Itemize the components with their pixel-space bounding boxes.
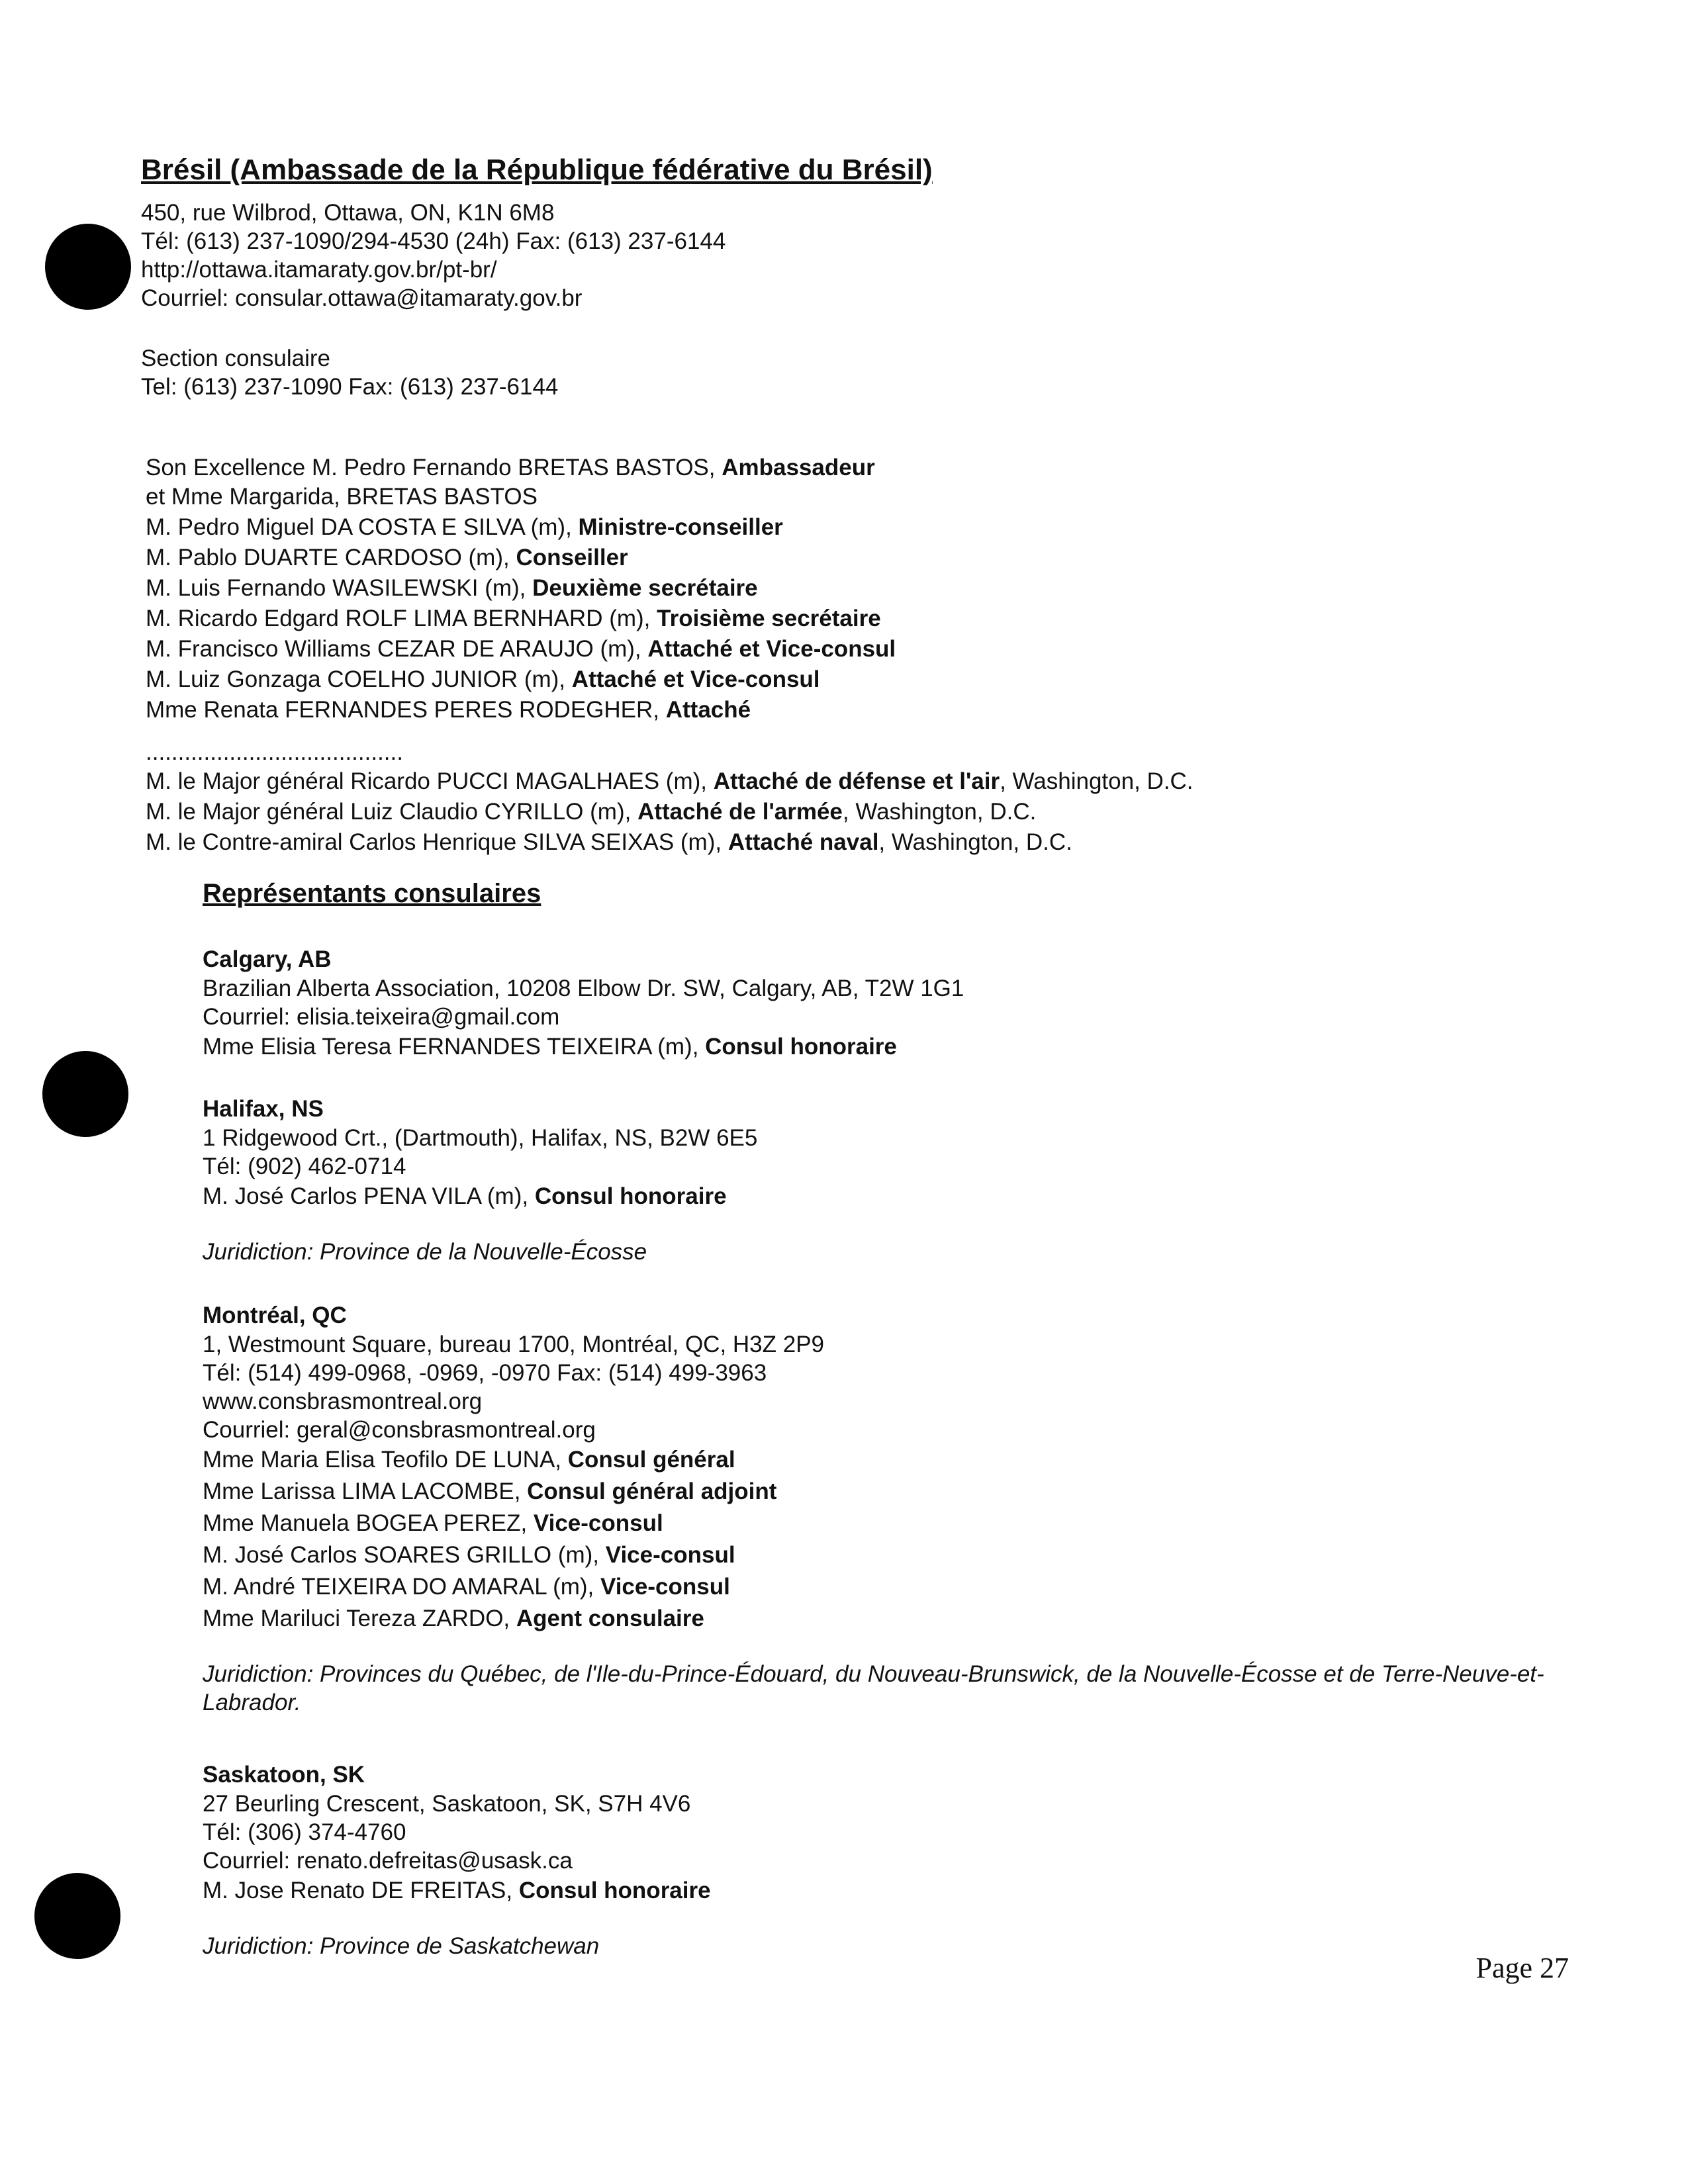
staff-name: M. Luis Fernando WASILEWSKI (m), [146,575,533,601]
staff-name: M. Luiz Gonzaga COELHO JUNIOR (m), [146,666,572,692]
attache-name: M. le Contre-amiral Carlos Henrique SILVA SEIXAS (m), [146,829,728,855]
office-address: 1, Westmount Square, bureau 1700, Montréal, QC, H3Z 2P9 [203,1332,825,1357]
staff-name: M. Pablo DUARTE CARDOSO (m), [146,545,516,570]
staff-name: M. Pedro Miguel DA COSTA E SILVA (m), [146,514,579,540]
person-name: Mme Elisia Teresa FERNANDES TEIXEIRA (m), [203,1034,706,1060]
person-title: Consul général [567,1447,735,1473]
consular-section-phone: Tel: (613) 237-1090 Fax: (613) 237-6144 [141,374,559,400]
consular-section [141,344,558,401]
office-jurisdiction: Juridiction: Province de la Nouvelle-Écosse [203,1239,647,1265]
office-halifax [203,1095,1553,1266]
office-person [203,1031,964,1063]
embassy-address: 450, rue Wilbrod, Ottawa, ON, K1N 6M8 [141,200,555,226]
staff-list [146,453,896,725]
person-name: Mme Larissa LIMA LACOMBE, [203,1479,528,1504]
person-name: M. André TEIXEIRA DO AMARAL (m), [203,1574,600,1600]
staff-row [146,695,896,725]
separator-dots: ........................................ [146,739,403,765]
binder-hole [45,224,131,310]
office-jurisdiction: Juridiction: Provinces du Québec, de l'Ile-du-Prince-Édouard, du Nouveau-Brunswick, de la Nouvelle-Écosse et de Terre-Neuve-et-Labrador. [203,1661,1544,1715]
staff-row [146,604,896,634]
office-person [203,1603,1553,1635]
attache-row [146,766,1194,797]
binder-hole [42,1051,128,1137]
attache-location: , Washington, D.C. [1000,768,1194,794]
staff-title: Conseiller [516,545,628,570]
staff-title: Attaché et Vice-consul [571,666,820,692]
embassy-title: Brésil (Ambassade de la République fédérative du Brésil) [141,154,933,186]
office-city: Calgary, AB [203,946,332,972]
office-city: Montréal, QC [203,1302,347,1328]
office-address: Brazilian Alberta Association, 10208 Elbow Dr. SW, Calgary, AB, T2W 1G1 [203,976,964,1001]
attache-title: Attaché de l'armée [637,799,843,825]
embassy-phone: Tél: (613) 237-1090/294-4530 (24h) Fax: (613) 237-6144 [141,228,726,254]
person-title: Vice-consul [600,1574,730,1600]
embassy-contact [141,199,726,312]
staff-title: Attaché et Vice-consul [647,636,896,662]
office-person [203,1508,1553,1539]
attache-name: M. le Major général Luiz Claudio CYRILLO (m), [146,799,638,825]
person-title: Vice-consul [533,1510,663,1536]
attache-title: Attaché de défense et l'air [713,768,1000,794]
embassy-email[interactable]: Courriel: consular.ottawa@itamaraty.gov.br [141,285,583,311]
office-phone: Tél: (514) 499-0968, -0969, -0970 Fax: (514) 499-3963 [203,1360,767,1386]
staff-name: et Mme Margarida, BRETAS BASTOS [146,484,538,510]
person-title: Vice-consul [605,1542,735,1568]
consular-section-label: Section consulaire [141,345,330,371]
staff-row [146,634,896,664]
consular-reps-title: Représentants consulaires [203,879,541,908]
office-calgary [203,945,964,1063]
attache-location: , Washington, D.C. [842,799,1037,825]
attache-row [146,827,1194,858]
office-city: Saskatoon, SK [203,1762,365,1788]
office-address: 27 Beurling Crescent, Saskatoon, SK, S7H 4V6 [203,1791,691,1817]
office-person [203,1539,1553,1571]
office-email[interactable]: Courriel: elisia.teixeira@gmail.com [203,1004,560,1030]
office-email[interactable]: Courriel: geral@consbrasmontreal.org [203,1417,596,1443]
embassy-website-link[interactable]: http://ottawa.itamaraty.gov.br/pt-br/ [141,257,497,283]
office-person [203,1444,1553,1476]
person-name: M. Jose Renato DE FREITAS, [203,1878,519,1903]
person-title: Consul honoraire [518,1878,711,1903]
office-person [203,1875,1553,1907]
staff-row [146,482,896,512]
office-address: 1 Ridgewood Crt., (Dartmouth), Halifax, NS, B2W 6E5 [203,1125,758,1151]
person-name: Mme Maria Elisa Teofilo DE LUNA, [203,1447,568,1473]
attache-title: Attaché naval [727,829,879,855]
staff-title: Troisième secrétaire [657,606,881,631]
attache-row [146,797,1194,827]
attache-name: M. le Major général Ricardo PUCCI MAGALHAES (m), [146,768,714,794]
person-name: M. José Carlos PENA VILA (m), [203,1183,535,1209]
office-website-link[interactable]: www.consbrasmontreal.org [203,1388,483,1414]
office-phone: Tél: (902) 462-0714 [203,1154,406,1179]
binder-hole [34,1873,120,1959]
staff-title: Ministre-conseiller [578,514,783,540]
office-phone: Tél: (306) 374-4760 [203,1819,406,1845]
person-title: Agent consulaire [516,1606,704,1631]
office-saskatoon [203,1760,1553,1960]
staff-row [146,573,896,604]
page-number: Page 27 [1476,1952,1569,1984]
office-email[interactable]: Courriel: renato.defreitas@usask.ca [203,1848,573,1874]
office-jurisdiction: Juridiction: Province de Saskatchewan [203,1933,600,1959]
person-title: Consul général adjoint [527,1479,777,1504]
staff-title: Ambassadeur [722,455,875,480]
staff-row [146,664,896,695]
office-person [203,1571,1553,1603]
staff-name: Son Excellence M. Pedro Fernando BRETAS BASTOS, [146,455,722,480]
person-name: M. José Carlos SOARES GRILLO (m), [203,1542,606,1568]
staff-title: Attaché [665,697,751,723]
attache-list [146,738,1194,858]
office-person [203,1181,1553,1212]
staff-title: Deuxième secrétaire [532,575,758,601]
person-title: Consul honoraire [705,1034,897,1060]
person-name: Mme Mariluci Tereza ZARDO, [203,1606,516,1631]
staff-row [146,512,896,543]
staff-name: M. Ricardo Edgard ROLF LIMA BERNHARD (m), [146,606,657,631]
office-city: Halifax, NS [203,1096,324,1122]
staff-row [146,453,896,482]
staff-row [146,543,896,573]
office-montreal [203,1301,1553,1717]
staff-name: M. Francisco Williams CEZAR DE ARAUJO (m), [146,636,648,662]
office-person [203,1476,1553,1508]
staff-name: Mme Renata FERNANDES PERES RODEGHER, [146,697,666,723]
person-name: Mme Manuela BOGEA PEREZ, [203,1510,534,1536]
person-title: Consul honoraire [534,1183,727,1209]
attache-location: , Washington, D.C. [878,829,1072,855]
